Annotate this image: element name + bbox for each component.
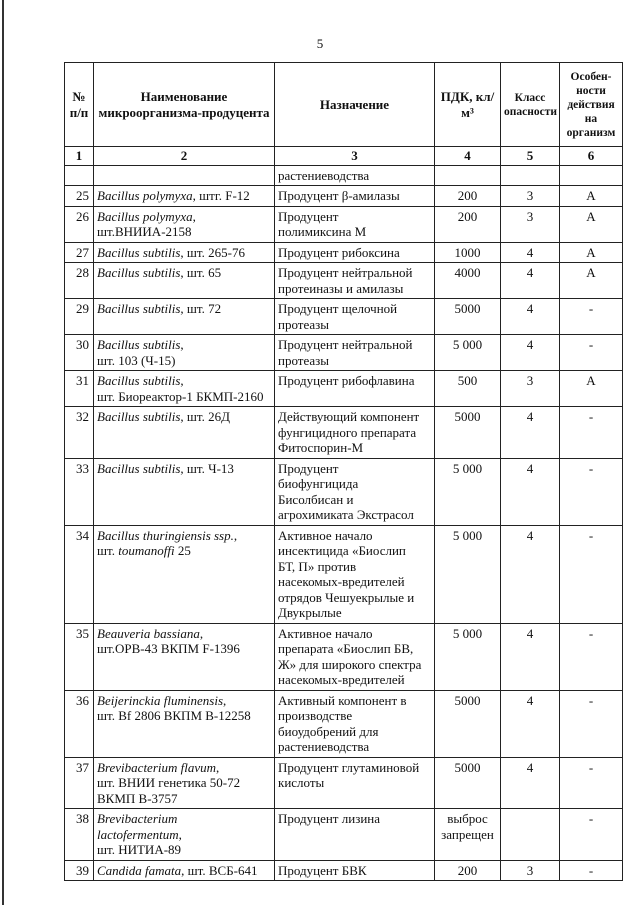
action-feature: А xyxy=(560,206,623,242)
purpose: Продуцент рибофлавина xyxy=(275,371,435,407)
col-number: 4 xyxy=(435,147,501,166)
row-number: 34 xyxy=(65,525,94,623)
row-number: 31 xyxy=(65,371,94,407)
purpose: Активный компонент в производстве биоудобрений для растениеводства xyxy=(275,690,435,757)
col-number: 3 xyxy=(275,147,435,166)
action-feature: - xyxy=(560,335,623,371)
purpose: Продуцент биофунгицида Бисолбисан и агрохимиката Экстрасол xyxy=(275,458,435,525)
purpose: Действующий компонент фунгицидного препарата Фитоспорин-М xyxy=(275,407,435,459)
action-feature: - xyxy=(560,458,623,525)
purpose: Продуцент β-амилазы xyxy=(275,186,435,207)
action-feature: А xyxy=(560,242,623,263)
hazard-class: 3 xyxy=(501,371,560,407)
table-row xyxy=(65,407,623,459)
organism-name: Bacillus subtilis, шт. Биореактор-1 БКМП-2160 xyxy=(94,371,275,407)
purpose: Активное начало препарата «Биослип БВ, Ж» для широкого спектра насекомых-вредителей xyxy=(275,623,435,690)
pdk-value: 200 xyxy=(435,860,501,881)
pdk-value: 200 xyxy=(435,206,501,242)
table-row xyxy=(65,335,623,371)
row-number: 29 xyxy=(65,299,94,335)
row-number: 39 xyxy=(65,860,94,881)
row-number: 27 xyxy=(65,242,94,263)
table-row xyxy=(65,860,623,881)
pdk-value: 200 xyxy=(435,186,501,207)
row-number: 35 xyxy=(65,623,94,690)
header-number: № п/п xyxy=(65,63,94,147)
row-number: 32 xyxy=(65,407,94,459)
row-number: 37 xyxy=(65,757,94,809)
hazard-class: 3 xyxy=(501,186,560,207)
organism-name: Brevibacterium lactofermentum, шт. НИТИА-89 xyxy=(94,809,275,861)
hazard-class: 4 xyxy=(501,690,560,757)
purpose: Продуцент нейтральной протеиназы и амилазы xyxy=(275,263,435,299)
table-row xyxy=(65,458,623,525)
table-row xyxy=(65,623,623,690)
col-number: 6 xyxy=(560,147,623,166)
action-feature: - xyxy=(560,860,623,881)
purpose: Продуцент полимиксина М xyxy=(275,206,435,242)
action-feature: - xyxy=(560,525,623,623)
table-row xyxy=(65,186,623,207)
pdk-value: 4000 xyxy=(435,263,501,299)
header-organism-name: Наименование микроорганизма-продуцента xyxy=(94,63,275,147)
table-row xyxy=(65,690,623,757)
action-feature: А xyxy=(560,371,623,407)
pdk-value: выброс запрещен xyxy=(435,809,501,861)
header-features: Особен-ности действия на организм xyxy=(560,63,623,147)
organism-name: Bacillus subtilis, шт. 72 xyxy=(94,299,275,335)
header-pdk: ПДК, кл/м³ xyxy=(435,63,501,147)
purpose: Продуцент рибоксина xyxy=(275,242,435,263)
purpose: Активное начало инсектицида «Биослип БТ, П» против насекомых-вредителей отрядов Чешуекрылые и Двукрылые xyxy=(275,525,435,623)
purpose: Продуцент лизина xyxy=(275,809,435,861)
pdk-value: 5 000 xyxy=(435,623,501,690)
organism-name: Bacillus subtilis, шт. 265-76 xyxy=(94,242,275,263)
purpose: Продуцент нейтральной протеазы xyxy=(275,335,435,371)
organism-name: Beijerinckia fluminensis, шт. Вf 2806 ВКПМ В-12258 xyxy=(94,690,275,757)
organism-name: Bacillus polymyxa, шт.ВНИИА-2158 xyxy=(94,206,275,242)
table-row xyxy=(65,809,623,861)
organism-name: Candida famata, шт. ВСБ-641 xyxy=(94,860,275,881)
row-number: 28 xyxy=(65,263,94,299)
organism-name: Bacillus subtilis, шт. Ч-13 xyxy=(94,458,275,525)
header-hazard-class: Класс опасности xyxy=(501,63,560,147)
organism-name: Brevibacterium flavum, шт. ВНИИ генетика 50-72 ВКМП В-3757 xyxy=(94,757,275,809)
pdk-value: 1000 xyxy=(435,242,501,263)
hazard-class: 4 xyxy=(501,458,560,525)
hazard-class: 4 xyxy=(501,335,560,371)
page-edge xyxy=(2,0,4,905)
page-number: 5 xyxy=(316,36,324,51)
action-feature: - xyxy=(560,757,623,809)
purpose: Продуцент глутаминовой кислоты xyxy=(275,757,435,809)
column-number-row xyxy=(65,147,623,166)
action-feature: - xyxy=(560,690,623,757)
table-row xyxy=(65,242,623,263)
hazard-class xyxy=(501,809,560,861)
table-row xyxy=(65,299,623,335)
col-number: 2 xyxy=(94,147,275,166)
hazard-class: 4 xyxy=(501,407,560,459)
hazard-class: 3 xyxy=(501,206,560,242)
pdk-value: 500 xyxy=(435,371,501,407)
action-feature: - xyxy=(560,623,623,690)
col-number: 1 xyxy=(65,147,94,166)
action-feature: - xyxy=(560,809,623,861)
row-number: 25 xyxy=(65,186,94,207)
pdk-value: 5000 xyxy=(435,407,501,459)
continuation-row xyxy=(65,165,623,186)
action-feature: - xyxy=(560,407,623,459)
pdk-value: 5000 xyxy=(435,690,501,757)
organism-name: Bacillus thuringiensis ssp., шт. toumanoffi 25 xyxy=(94,525,275,623)
organism-name: Bacillus subtilis, шт. 65 xyxy=(94,263,275,299)
pdk-value: 5 000 xyxy=(435,458,501,525)
pdk-value: 5 000 xyxy=(435,335,501,371)
pdk-value: 5000 xyxy=(435,299,501,335)
purpose: Продуцент щелочной протеазы xyxy=(275,299,435,335)
microorganism-table xyxy=(64,62,623,881)
row-number: 33 xyxy=(65,458,94,525)
row-number: 36 xyxy=(65,690,94,757)
organism-name: Bacillus polymyxa, штг. F-12 xyxy=(94,186,275,207)
continuation-text: растениеводства xyxy=(275,165,435,186)
table-row xyxy=(65,263,623,299)
header-row xyxy=(65,63,623,147)
hazard-class: 4 xyxy=(501,757,560,809)
action-feature: - xyxy=(560,299,623,335)
purpose: Продуцент БВК xyxy=(275,860,435,881)
pdk-value: 5 000 xyxy=(435,525,501,623)
table-row xyxy=(65,525,623,623)
table-row xyxy=(65,206,623,242)
pdk-value: 5000 xyxy=(435,757,501,809)
col-number: 5 xyxy=(501,147,560,166)
hazard-class: 4 xyxy=(501,299,560,335)
row-number: 38 xyxy=(65,809,94,861)
action-feature: А xyxy=(560,263,623,299)
hazard-class: 4 xyxy=(501,623,560,690)
action-feature: А xyxy=(560,186,623,207)
hazard-class: 3 xyxy=(501,860,560,881)
organism-name: Bacillus subtilis, шт. 26Д xyxy=(94,407,275,459)
table-row xyxy=(65,371,623,407)
header-purpose: Назначение xyxy=(275,63,435,147)
row-number: 30 xyxy=(65,335,94,371)
row-number: 26 xyxy=(65,206,94,242)
hazard-class: 4 xyxy=(501,242,560,263)
table-row xyxy=(65,757,623,809)
organism-name: Beauveria bassiana, шт.ОРВ-43 ВКПМ F-1396 xyxy=(94,623,275,690)
hazard-class: 4 xyxy=(501,525,560,623)
organism-name: Bacillus subtilis, шт. 103 (Ч-15) xyxy=(94,335,275,371)
hazard-class: 4 xyxy=(501,263,560,299)
